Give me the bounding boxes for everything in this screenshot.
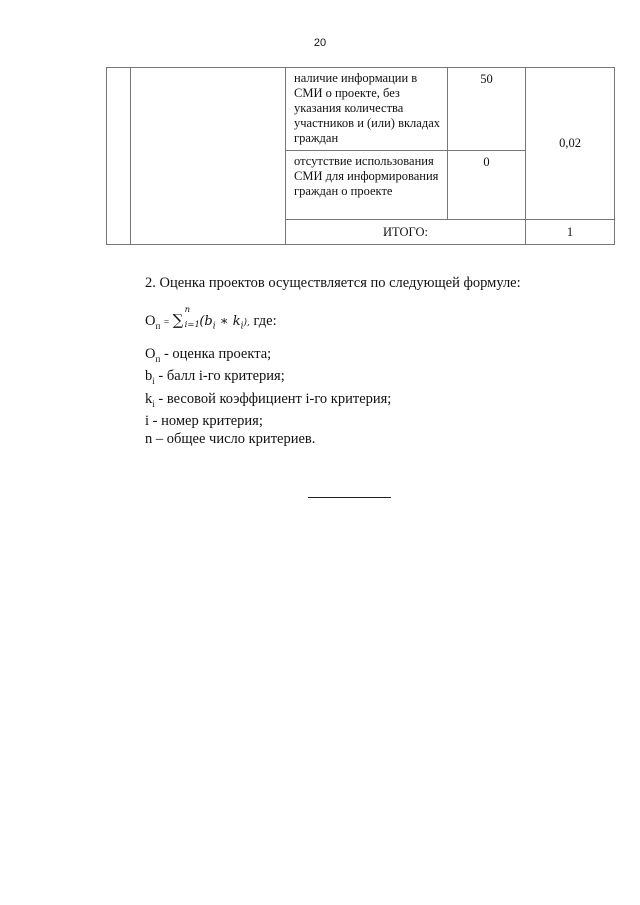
definition-item (145, 413, 391, 431)
paragraph-intro: 2. Оценка проектов осуществляется по следующей формуле: (145, 275, 521, 291)
formula-mult-sub: i (240, 321, 244, 332)
sum-lower: i=1 (184, 320, 200, 330)
sum-sign: ∑ (172, 311, 184, 329)
page-number: 20 (313, 37, 327, 49)
formula-mult: ∗ k (215, 314, 241, 329)
closing-rule (308, 497, 391, 498)
table-cell-option: наличие информации в СМИ о проекте, без указания количества участников и (или) вкладах граждан (286, 68, 448, 151)
sum-upper: n (184, 305, 191, 315)
definition-item (145, 368, 391, 390)
definition-item (145, 431, 391, 449)
definition-item (145, 391, 391, 413)
definition-sub: i (152, 398, 155, 409)
total-label: ИТОГО: (286, 220, 526, 245)
formula-eq: = (163, 317, 170, 327)
formula-tail: где: (249, 313, 277, 329)
table-cell-option: отсутствие использования СМИ для информирования граждан о проекте (286, 151, 448, 220)
formula-body-sub: i (212, 321, 216, 332)
definition-symbol: i (145, 413, 150, 430)
definition-text: - номер критерия; (149, 413, 263, 430)
definition-sub: i (152, 376, 155, 387)
definition-text: - весовой коэффициент i-го критерия; (154, 390, 392, 407)
formula-close: ), (243, 318, 250, 328)
definition-symbol: b (145, 368, 153, 385)
total-value: 1 (526, 220, 615, 245)
formula-lhs: О (145, 313, 156, 329)
definition-text: - балл i-го критерия; (154, 368, 285, 385)
definition-sub: п (155, 353, 161, 364)
table-cell-number (107, 68, 131, 245)
table-row (107, 68, 615, 151)
definition-text: - оценка проекта; (160, 346, 272, 362)
definition-symbol: О (145, 346, 156, 362)
definition-symbol: k (145, 390, 153, 407)
formula (145, 305, 277, 332)
table-cell-criterion (131, 68, 286, 245)
definition-item (145, 346, 391, 368)
formula-body: (b (199, 314, 213, 329)
table-cell-score: 50 (448, 68, 526, 151)
definition-text: – общее число критериев. (152, 430, 316, 447)
sum-symbol (172, 305, 200, 330)
table-cell-score: 0 (448, 151, 526, 220)
table-cell-weight: 0,02 (526, 68, 615, 220)
formula-lhs-sub: п (155, 320, 161, 331)
definitions-list (145, 346, 391, 448)
criteria-table (106, 67, 615, 245)
definition-symbol: n (145, 430, 153, 447)
